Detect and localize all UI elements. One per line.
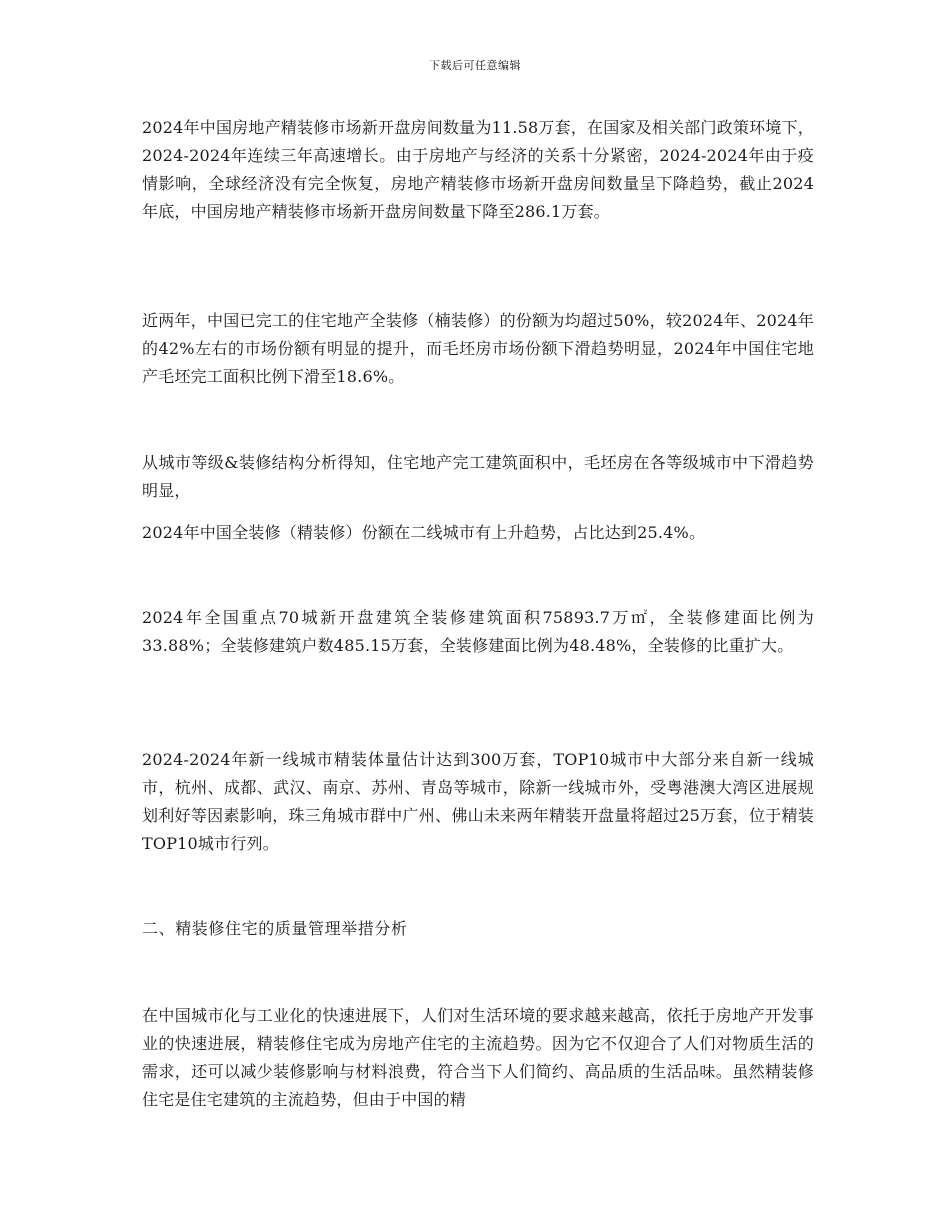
section-heading: 二、精装修住宅的质量管理举措分析 — [142, 919, 408, 938]
paragraph-city-tier-analysis: 从城市等级&装修结构分析得知，住宅地产完工建筑面积中，毛坯房在各等级城市中下滑趋势明显， — [142, 453, 814, 500]
paragraph-70-cities: 2024年全国重点70城新开盘建筑全装修建筑面积75893.7万㎡，全装修建面比例为33.88%；全装修建筑户数485.15万套，全装修建面比例为48.48%，全装修的比重扩大。 — [142, 608, 814, 655]
paragraph-full-decoration-share: 近两年，中国已完工的住宅地产全装修（楠装修）的份额为均超过50%，较2024年、2024年的42%左右的市场份额有明显的提升，而毛坯房市场份额下滑趋势明显，2024年中国住宅地产毛坯完工面积比例下滑至18.6%。 — [142, 311, 814, 386]
paragraph-new-first-tier: 2024-2024年新一线城市精装体量估计达到300万套，TOP10城市中大部分来自新一线城市，杭州、成都、武汉、南京、苏州、青岛等城市，除新一线城市外，受粤港澳大湾区进展规划利好等因素影响，珠三角城市群中广州、佛山未来两年精装开盘量将超过25万套，位于精装TOP10城市行列。 — [142, 750, 814, 853]
paragraph-quality-management: 在中国城市化与工业化的快速进展下，人们对生活环境的要求越来越高，依托于房地产开发事业的快速进展，精装修住宅成为房地产住宅的主流趋势。因为它不仅迎合了人们对物质生活的需求，还可以减少装修影响与材料浪费，符合当下人们简约、高品质的生活品味。虽然精装修住宅是住宅建筑的主流趋势，但由于中国的精 — [142, 1006, 814, 1109]
paragraph-second-tier-share: 2024年中国全装修（精装修）份额在二线城市有上升趋势，占比达到25.4%。 — [142, 523, 706, 542]
paragraph-market-rooms: 2024年中国房地产精装修市场新开盘房间数量为11.58万套，在国家及相关部门政策环境下，2024-2024年连续三年高速增长。由于房地产与经济的关系十分紧密，2024-2024年由于疫情影响，全球经济没有完全恢复，房地产精装修市场新开盘房间数量呈下降趋势，截止2024年底，中国房地产精装修市场新开盘房间数量下降至286.1万套。 — [142, 118, 814, 221]
page-header: 下载后可任意编辑 — [429, 59, 521, 72]
